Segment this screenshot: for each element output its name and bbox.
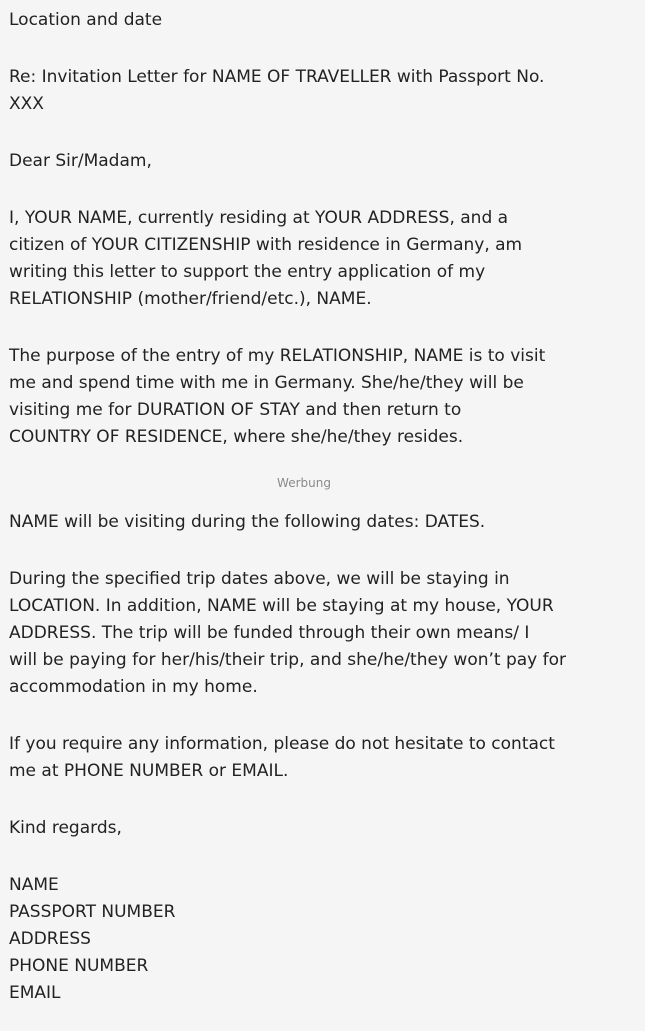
invitation-letter bbox=[9, 7, 599, 1007]
intro-line: RELATIONSHIP (mother/friend/etc.), NAME. bbox=[9, 289, 372, 309]
signature-address: ADDRESS bbox=[9, 929, 91, 949]
purpose-line: The purpose of the entry of my RELATIONSHIP, NAME is to visit bbox=[9, 346, 546, 366]
contact-paragraph bbox=[9, 731, 599, 785]
location-date-paragraph bbox=[9, 7, 599, 34]
intro-line: I, YOUR NAME, currently residing at YOUR ADDRESS, and a bbox=[9, 208, 509, 228]
closing-paragraph bbox=[9, 815, 599, 842]
stay-line: accommodation in my home. bbox=[9, 677, 258, 697]
advertisement-label: Werbung bbox=[277, 476, 331, 490]
subject-paragraph bbox=[9, 64, 599, 118]
dates-paragraph bbox=[9, 509, 599, 536]
signature-name: NAME bbox=[9, 875, 59, 895]
stay-line: LOCATION. In addition, NAME will be staying at my house, YOUR bbox=[9, 596, 554, 616]
closing: Kind regards, bbox=[9, 818, 122, 838]
signature-email: EMAIL bbox=[9, 983, 61, 1003]
salutation-paragraph bbox=[9, 148, 599, 175]
intro-line: writing this letter to support the entry application of my bbox=[9, 262, 486, 282]
signature-phone-number: PHONE NUMBER bbox=[9, 956, 149, 976]
stay-line: will be paying for her/his/their trip, and she/he/they won’t pay for bbox=[9, 650, 567, 670]
subject-line: Re: Invitation Letter for NAME OF TRAVELLER with Passport No. bbox=[9, 67, 545, 87]
stay-line: During the specified trip dates above, we will be staying in bbox=[9, 569, 510, 589]
intro-paragraph bbox=[9, 205, 599, 313]
signature-passport-number: PASSPORT NUMBER bbox=[9, 902, 176, 922]
purpose-line: visiting me for DURATION OF STAY and then return to bbox=[9, 400, 462, 420]
purpose-line: me and spend time with me in Germany. She/he/they will be bbox=[9, 373, 524, 393]
stay-line: ADDRESS. The trip will be funded through their own means/ I bbox=[9, 623, 530, 643]
subject-line: XXX bbox=[9, 94, 44, 114]
dates-line: NAME will be visiting during the following dates: DATES. bbox=[9, 512, 486, 532]
intro-line: citizen of YOUR CITIZENSHIP with residence in Germany, am bbox=[9, 235, 523, 255]
salutation: Dear Sir/Madam, bbox=[9, 151, 152, 171]
purpose-paragraph bbox=[9, 343, 599, 451]
purpose-line: COUNTRY OF RESIDENCE, where she/he/they resides. bbox=[9, 427, 464, 447]
contact-line: If you require any information, please do not hesitate to contact bbox=[9, 734, 555, 754]
signature-block bbox=[9, 872, 599, 1007]
stay-paragraph bbox=[9, 566, 599, 701]
contact-line: me at PHONE NUMBER or EMAIL. bbox=[9, 761, 289, 781]
location-date: Location and date bbox=[9, 10, 163, 30]
